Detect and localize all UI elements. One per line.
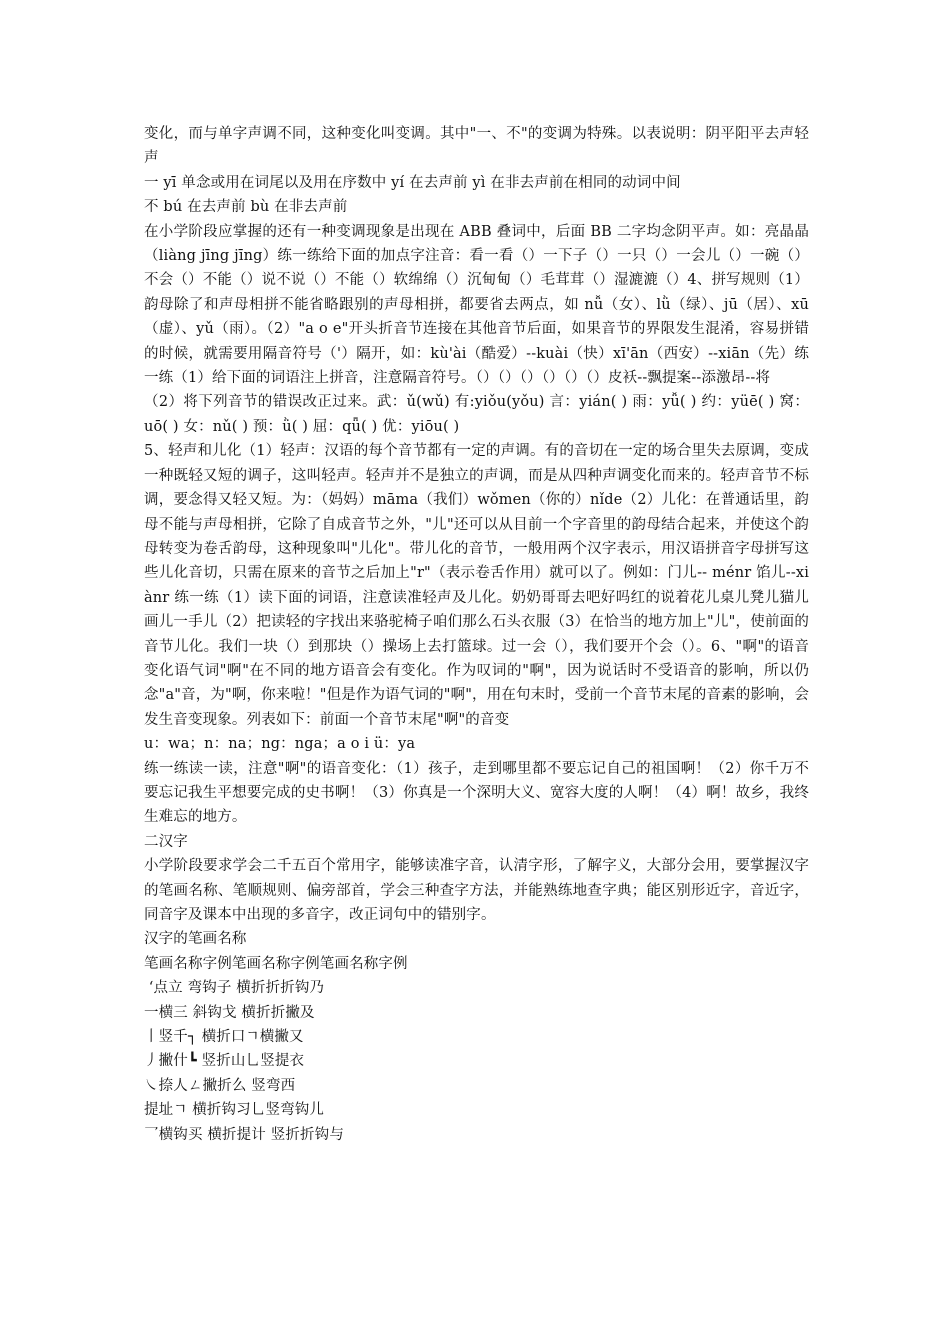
paragraph-syllable-correction-exercise: （2）将下列音节的错误改正过来。武：ǔ(wǔ) 有:yiǒu(yǒu) 言：yián( ) 雨：yǚ( ) 约：yüē( ) 窝：uō( ) 女：nǔ( ) 预：ǜ( ) 屈：qǖ( ) 优：yiōu( ) <box>144 394 809 435</box>
stroke-table-row: ‘点立 弯钩子 横折折折钩乃 <box>144 980 325 997</box>
stroke-table-row: ㇏捺人ㄥ撇折么 竖弯西 <box>144 1077 296 1094</box>
stroke-table-header: 笔画名称字例笔画名称字例笔画名称字例 <box>144 955 408 972</box>
paragraph-a-practice: 练一练读一读，注意"啊"的语音变化：（1）孩子，走到哪里都不要忘记自己的祖国啊！（2）你千万不要忘记我生平想要完成的史书啊！（3）你真是一个深明大义、宽容大度的人啊！（4）啊！故乡，我终生难忘的地方。 <box>144 760 809 826</box>
stroke-table-row: 乛横钩买 横折提计 竖折折钩与 <box>144 1126 344 1143</box>
stroke-table-row: 丨竖千┐ 横折口ㄱ横撇又 <box>144 1029 304 1046</box>
paragraph-yi-tone-rule: 一 yī 单念或用在词尾以及用在序数中 yí 在去声前 yì 在非去声前在相同的动词中间 <box>144 174 681 191</box>
paragraph-a-sound-change-table: u：wa；n：na；ng：nga；a o i ü：ya <box>144 736 416 753</box>
paragraph-character-requirements: 小学阶段要求学会二千五百个常用字，能够读准字音，认清字形，了解字义，大部分会用，要掌握汉字的笔画名称、笔顺规则、偏旁部首，学会三种查字方法，并能熟练地查字典；能区别形近字，音近字，同音字及课本中出现的多音字，改正词句中的错别字。 <box>144 858 809 923</box>
paragraph-neutral-tone-and-erhua: 5、轻声和儿化（1）轻声：汉语的每个音节都有一定的声调。有的音切在一定的场合里失去原调，变成一种既轻又短的调子，这叫轻声。轻声并不是独立的声调，而是从四种声调变化而来的。轻声音节不标调，要念得又轻又短。为：（妈妈）māma（我们）wǒmen（你的）nǐde（2）儿化：在普通话里，韵母不能与声母相拼，它除了自成音节之外，"儿"还可以从目前一个字音里的韵母结合起来，并使这个韵母转变为卷舌韵母，这种现象叫"儿化"。带儿化的音节，一般用两个汉字表示，用汉语拼音字母拼写这些儿化音切，只需在原来的音节之后加上"r"（表示卷舌作用）就可以了。例如：门儿-- ménr 馅儿--xiànr 练一练（1）读下面的词语，注意读准轻声及儿化。奶奶哥哥去吧好吗红的说着花儿桌儿凳儿猫儿画儿一手儿（2）把读轻的字找出来骆驼椅子咱们那么石头衣服（3）在恰当的地方加上"儿"，使前面的音节儿化。我们一块（）到那块（）操场上去打篮球。过一会（），我们要开个会（）。6、"啊"的语音变化语气词"啊"在不同的地方语音会有变化。作为叹词的"啊"，因为说话时不受语音的影响，所以仍念"a"音，为"啊，你来啦！"但是作为语气词的"啊"，用在句末时，受前一个音节末尾的音素的影响，会发生音变现象。列表如下：前面一个音节末尾"啊"的音变 <box>144 443 810 728</box>
document-body <box>144 122 809 1147</box>
stroke-table-row: 提址ㄱ 横折钩习乚竖弯钩儿 <box>144 1102 325 1119</box>
paragraph-tone-change-intro: 变化，而与单字声调不同，这种变化叫变调。其中"一、不"的变调为特殊。以表说明：阴平阳平去声轻声 <box>144 126 809 167</box>
stroke-table-row: 丿撇什┗ 竖折山乚竖提衣 <box>144 1053 305 1070</box>
section-heading-chinese-characters: 二汉字 <box>144 833 188 850</box>
paragraph-bu-tone-rule: 不 bú 在去声前 bù 在非去声前 <box>144 199 348 216</box>
stroke-table-row: 一横三 斜钩戈 横折折撇及 <box>144 1004 315 1021</box>
subheading-stroke-names: 汉字的笔画名称 <box>144 931 247 948</box>
paragraph-abb-and-spelling-rules: 在小学阶段应掌握的还有一种变调现象是出现在 ABB 叠词中，后面 BB 二字均念阴平声。如：亮晶晶（liàng jīng jīng）练一练给下面的加点字注音：看一看（）一下子（）一只（）一会儿（）一碗（）不会（）不能（）说不说（）不能（）软绵绵（）沉甸甸（）毛茸茸（）湿漉漉（）4、拼写规则（1）韵母除了和声母相拼不能省略跟别的声母相拼，都要省去两点，如 nǚ（女）、lǜ（绿）、jū（居）、xū（虚）、yǔ（雨）。（2）"a o e"开头折音节连接在其他音节后面，如果音节的界限发生混淆，容易拼错的时候，就需要用隔音符号（'）隔开，如：kù'ài（酷爱）--kuài（快）xī'ān（西安）--xiān（先）练一练（1）给下面的词语注上拼音，注意隔音符号。（）（）（）（）（）（）皮袄--飘提案--添激昂--将 <box>144 223 809 387</box>
